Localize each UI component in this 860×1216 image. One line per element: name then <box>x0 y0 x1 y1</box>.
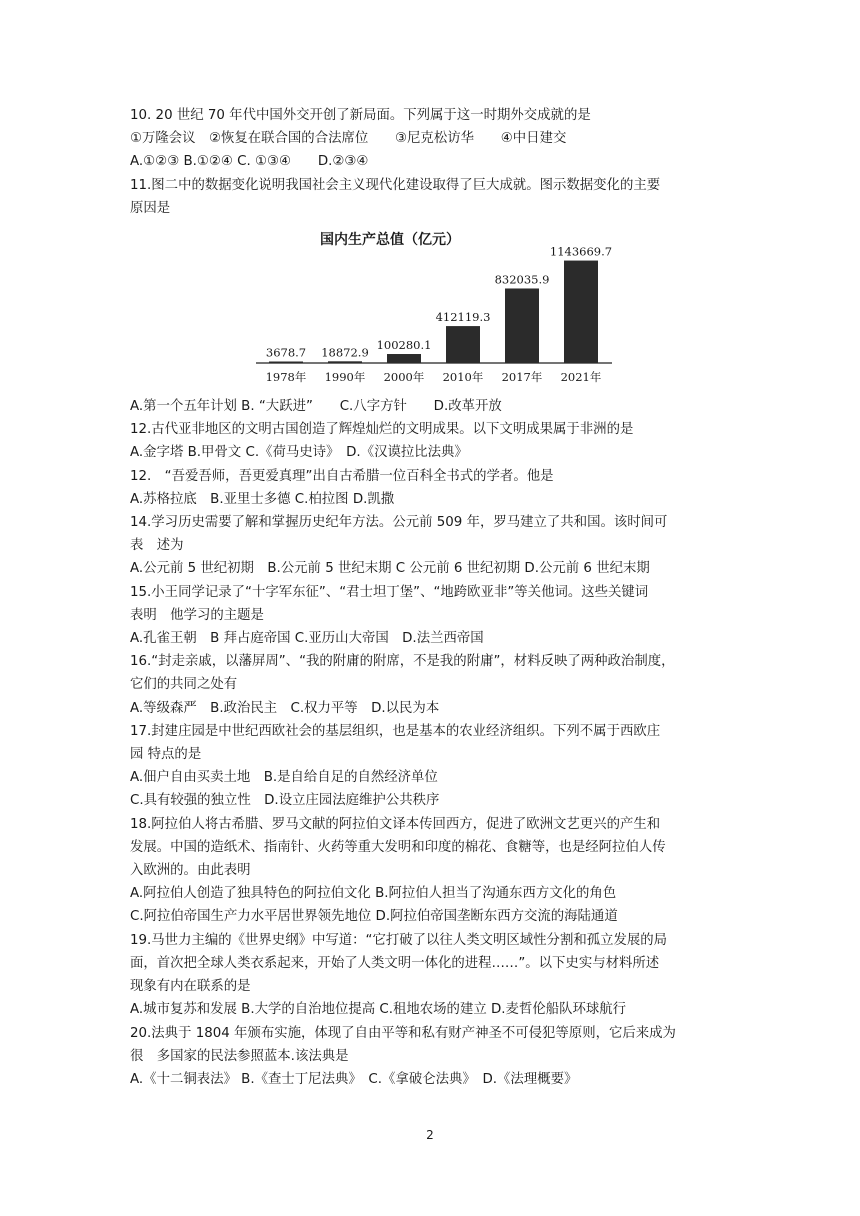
document-body <box>130 104 735 1091</box>
x-tick-label-5: 2021年 <box>560 370 602 385</box>
text-line: A.城市复苏和发展 B.大学的自治地位提高 C.租地农场的建立 D.麦哲伦船队环球航行 <box>130 1002 627 1018</box>
x-tick-label-2: 2000年 <box>383 370 425 385</box>
bar-3 <box>446 326 480 363</box>
text-line: A.第一个五年计划 B. “大跃进” C.八字方针 D.改革开放 <box>130 399 502 415</box>
text-line: A.《十二铜表法》 B.《查士丁尼法典》 C.《拿破仑法典》 D.《法理概要》 <box>130 1071 578 1087</box>
text-line: 14.学习历史需要了解和掌握历史纪年方法。公元前 509 年，罗马建立了共和国。该时间可 <box>130 515 668 531</box>
text-line: 原因是 <box>130 200 171 216</box>
text-line: A.①②③ B.①②④ C. ①③④ D.②③④ <box>130 154 369 170</box>
bar-5 <box>564 261 598 363</box>
data-label-0: 3678.7 <box>265 345 307 360</box>
question-block-top <box>130 104 735 220</box>
page-number: 2 <box>426 1128 434 1142</box>
bar-4 <box>505 288 539 363</box>
text-line: 很 多国家的民法参照蓝本.该法典是 <box>130 1048 349 1064</box>
text-line: A.阿拉伯人创造了独具特色的阿拉伯文化 B.阿拉伯人担当了沟通东西方文化的角色 <box>130 886 617 902</box>
data-label-3: 412119.3 <box>435 310 491 325</box>
data-label-2: 100280.1 <box>376 338 432 353</box>
text-line: 12. “吾爱吾师，吾更爱真理”出自古希腊一位百科全书式的学者。他是 <box>130 468 554 484</box>
text-line: A.公元前 5 世纪初期 B.公元前 5 世纪末期 C 公元前 6 世纪初期 D.公元前 6 世纪末期 <box>130 561 650 577</box>
bar-2 <box>387 354 421 363</box>
text-line: 面，首次把全球人类衣系起来，开始了人类文明一体化的进程……”。以下史实与材料所述 <box>130 955 660 971</box>
text-line: C.具有较强的独立性 D.设立庄园法庭维护公共秩序 <box>130 793 440 809</box>
text-line: 10. 20 世纪 70 年代中国外交开创了新局面。下列属于这一时期外交成就的是 <box>130 108 591 123</box>
text-line: C.阿拉伯帝国生产力水平居世界领先地位 D.阿拉伯帝国垄断东西方交流的海陆通道 <box>130 909 618 925</box>
chart-title: 国内生产总值（亿元） <box>320 232 460 249</box>
text-line: 17.封建庄园是中世纪西欧社会的基层组织，也是基本的农业经济组织。下列不属于西欧庄 <box>130 723 661 739</box>
x-tick-label-4: 2017年 <box>501 370 543 385</box>
data-label-5: 1143669.7 <box>549 244 613 259</box>
data-label-4: 832035.9 <box>494 272 550 287</box>
text-line: 园 特点的是 <box>130 747 202 763</box>
text-line: A.苏格拉底 B.亚里士多德 C.柏拉图 D.凯撒 <box>130 491 395 507</box>
text-line: 11.图二中的数据变化说明我国社会主义现代化建设取得了巨大成就。图示数据变化的主要 <box>130 177 661 193</box>
question-block-bottom <box>130 395 735 1091</box>
text-line: 发展。中国的造纸术、指南针、火药等重大发明和印度的棉花、食糖等，也是经阿拉伯人传 <box>130 839 666 855</box>
bar-0 <box>269 362 303 364</box>
text-line: 20.法典于 1804 年颁布实施，体现了自由平等和私有财产神圣不可侵犯等原则，它后来成为 <box>130 1025 676 1041</box>
gdp-bar-chart <box>130 226 735 391</box>
x-tick-label-1: 1990年 <box>324 370 366 385</box>
text-line: 18.阿拉伯人将古希腊、罗马文献的阿拉伯文译本传回西方，促进了欧洲文艺更兴的产生和 <box>130 816 661 832</box>
text-line: 15.小王同学记录了“十字军东征”、“君士坦丁堡”、“地跨欧亚非”等关他词。这些关键词 <box>130 584 649 600</box>
data-label-1: 18872.9 <box>321 345 369 360</box>
bar-1 <box>328 361 362 363</box>
text-line: 12.古代亚非地区的文明古国创造了辉煌灿烂的文明成果。以下文明成果属于非洲的是 <box>130 422 634 438</box>
text-line: A.佃户自由买卖土地 B.是自给自足的自然经济单位 <box>130 770 438 786</box>
text-line: 现象有内在联系的是 <box>130 979 251 995</box>
text-line: 它们的共同之处有 <box>130 677 238 693</box>
text-line: A.孔雀王朝 B 拜占庭帝国 C.亚历山大帝国 D.法兰西帝国 <box>130 631 484 647</box>
text-line: 表明 他学习的主题是 <box>130 607 264 623</box>
text-line: ①万隆会议 ②恢复在联合国的合法席位 ③尼克松访华 ④中日建交 <box>130 131 567 147</box>
text-line: A.金字塔 B.甲骨文 C.《荷马史诗》 D.《汉谟拉比法典》 <box>130 445 468 461</box>
text-line: A.等级森严 B.政治民主 C.权力平等 D.以民为本 <box>130 700 440 716</box>
text-line: 19.马世力主编的《世界史纲》中写道：“它打破了以往人类文明区域性分割和孤立发展的局 <box>130 932 668 948</box>
x-tick-label-0: 1978年 <box>265 370 307 385</box>
text-line: 表 述为 <box>130 538 184 554</box>
x-tick-label-3: 2010年 <box>442 370 484 385</box>
text-line: 16.“封走亲戚，以藩屏周”、“我的附庸的附席，不是我的附庸”，材料反映了两种政治制度， <box>130 654 675 670</box>
text-line: 入欧洲的。由此表明 <box>130 863 251 879</box>
gdp-chart <box>130 226 735 391</box>
